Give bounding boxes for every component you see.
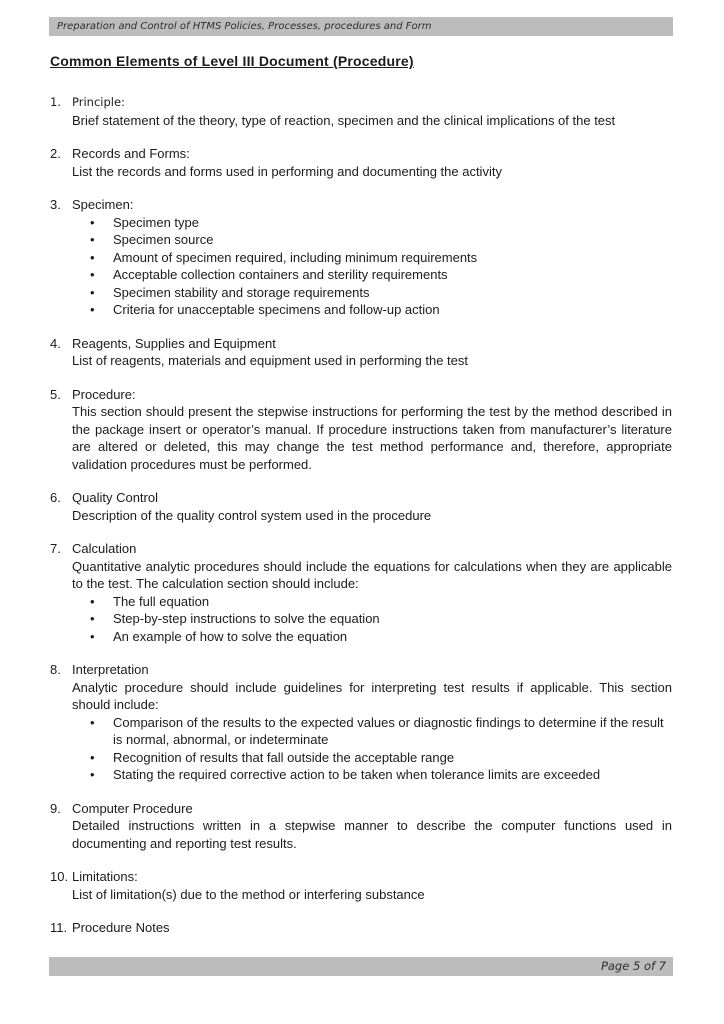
item-number: 10.	[50, 869, 69, 884]
item-heading: Reagents, Supplies and Equipment	[72, 335, 276, 351]
item-body: Description of the quality control system used in the procedure	[72, 507, 432, 523]
item-content	[72, 145, 672, 180]
bullet-item	[72, 749, 672, 767]
item-number: 7.	[50, 541, 61, 556]
bullet-item	[72, 593, 672, 611]
item-heading: Procedure Notes	[72, 920, 170, 935]
item-number: 1.	[50, 95, 61, 109]
bullet-text: • Specimen stability and storage requirements	[113, 284, 370, 300]
item-content	[72, 800, 672, 853]
item-heading: Limitations:	[72, 869, 138, 884]
item-content	[72, 661, 672, 784]
item-body: This section should present the stepwise instructions for performing the test by the method described in the package insert or operator’s manual. If procedure instructions taken from manufacturer’s literature are altered or deleted, this may change the test method performance and, therefore, appropriate validation procedures must be performed.	[72, 404, 672, 472]
item-content	[72, 868, 672, 903]
bullet-text: • Recognition of results that fall outside the acceptable range	[113, 749, 455, 765]
bullet-text: • Comparison of the results to the expected values or diagnostic findings to determine if the result is normal, abnormal, or indeterminate	[113, 714, 664, 747]
item-heading: Principle:	[72, 95, 125, 109]
item-number: 6.	[50, 490, 61, 505]
list-item-reagents-supplies-equipment	[50, 335, 672, 370]
bullet-item	[72, 231, 672, 249]
item-content	[72, 919, 672, 937]
item-number: 9.	[50, 800, 61, 816]
item-heading: Calculation	[72, 541, 137, 556]
item-heading: Records and Forms:	[72, 146, 190, 161]
bullet-item	[72, 301, 672, 319]
list-item-computer-procedure	[50, 800, 672, 853]
list-item-quality-control	[50, 489, 672, 524]
item-heading: Interpretation	[72, 662, 149, 677]
item-content	[72, 489, 672, 524]
item-number: 2.	[50, 146, 61, 161]
list-item-calculation	[50, 540, 672, 645]
item-body: List the records and forms used in performing and documenting the activity	[72, 163, 502, 179]
item-content	[72, 196, 672, 319]
item-content	[72, 94, 672, 129]
item-content	[72, 540, 672, 645]
bullet-item	[72, 714, 672, 749]
bullet-text: • An example of how to solve the equation	[113, 628, 348, 644]
header-band	[49, 17, 673, 36]
list-item-records-and-forms	[50, 145, 672, 180]
bullet-list	[72, 714, 672, 784]
bullet-item	[72, 249, 672, 267]
item-number: 8.	[50, 662, 61, 677]
item-content	[72, 386, 672, 474]
item-body: Quantitative analytic procedures should include the equations for calculations when they are applicable to the test. The calculation section should include:	[72, 558, 672, 591]
item-heading: Computer Procedure	[72, 800, 193, 816]
item-heading: Quality Control	[72, 490, 158, 505]
item-body: List of limitation(s) due to the method or interfering substance	[72, 886, 425, 902]
list-item-procedure	[50, 386, 672, 474]
bullet-text: • Amount of specimen required, including minimum requirements	[113, 249, 478, 265]
list-item-principle	[50, 94, 672, 129]
list-item-interpretation	[50, 661, 672, 784]
bullet-text: • Criteria for unacceptable specimens and follow-up action	[113, 302, 440, 317]
bullet-text: • Stating the required corrective action to be taken when tolerance limits are exceeded	[113, 767, 601, 782]
bullet-item	[72, 766, 672, 784]
bullet-text: • The full equation	[113, 593, 210, 609]
document-body	[50, 52, 672, 937]
list-item-limitations	[50, 868, 672, 903]
bullet-text: • Specimen type	[113, 214, 199, 230]
item-body: List of reagents, materials and equipment used in performing the test	[72, 353, 468, 368]
bullet-item	[72, 284, 672, 302]
item-number: 11.	[50, 920, 68, 935]
list-item-procedure-notes	[50, 919, 672, 937]
bullet-item	[72, 266, 672, 284]
item-body: Analytic procedure should include guidelines for interpreting test results if applicable. This section should include:	[72, 679, 672, 712]
item-number: 3.	[50, 197, 61, 212]
item-heading: Procedure:	[72, 386, 136, 402]
bullet-item	[72, 610, 672, 628]
item-number: 5.	[50, 386, 61, 402]
item-heading: Specimen:	[72, 197, 134, 212]
item-body: Brief statement of the theory, type of reaction, specimen and the clinical implications of the test	[72, 112, 616, 128]
item-body: Detailed instructions written in a stepwise manner to describe the computer functions used in documenting and reporting test results.	[72, 818, 672, 851]
bullet-list	[72, 593, 672, 646]
document-title: Common Elements of Level III Document (Procedure)	[50, 53, 414, 69]
bullet-list	[72, 214, 672, 319]
list-item-specimen	[50, 196, 672, 319]
footer-band	[49, 957, 673, 976]
item-number: 4.	[50, 335, 61, 351]
bullet-item	[72, 628, 672, 646]
bullet-item	[72, 214, 672, 232]
bullet-text: • Step-by-step instructions to solve the equation	[113, 611, 380, 626]
header-title: Preparation and Control of HTMS Policies, Processes, procedures and Form	[57, 21, 432, 32]
bullet-text: • Specimen source	[113, 232, 214, 247]
bullet-text: • Acceptable collection containers and sterility requirements	[113, 267, 448, 282]
item-content	[72, 335, 672, 370]
page-number: Page 5 of 7	[600, 959, 666, 973]
